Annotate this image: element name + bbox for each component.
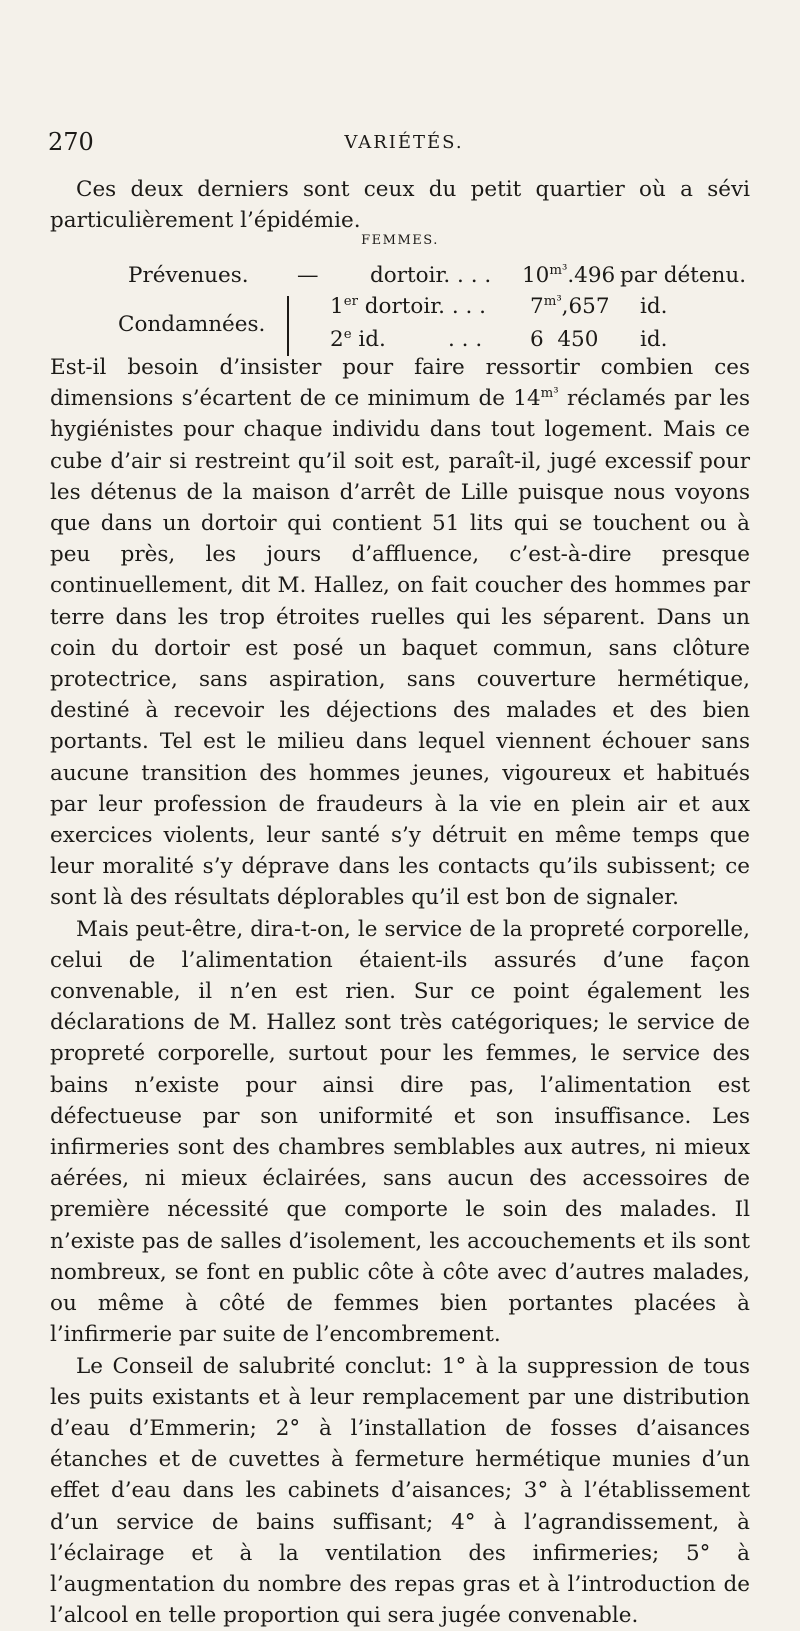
row3-room (330, 326, 386, 354)
paragraph-1 (50, 352, 750, 914)
intro-paragraph (50, 174, 750, 236)
page-number: 270 (48, 128, 94, 156)
page-header (48, 128, 760, 162)
main-text (50, 352, 750, 1631)
paragraph-2: Mais peut-être, dira-t-on, le service de la propreté corporelle, celui de l’alimentation étaient-ils assurés d’une façon convenable, il n’en est rien. Sur ce point également les déclarations de M. Hallez sont très catégoriques; le service de propreté corporelle, surtout pour les femmes, le service des bains n’existe pour ainsi dire pas, l’alimentation est défectueuse par son uniformité et son insuffisance. Les infirmeries sont des chambres semblables aux autres, ni mieux aérées, ni mieux éclairées, sans aucun des accessoires de première nécessité que comporte le soin des malades. Il n’existe pas de salles d’isolement, les accouchements et ils sont nombreux, se font en public côte à côte avec d’autres malades, ou même à côté de femmes bien portantes placées à l’infirmerie par suite de l’encombrement. (50, 914, 750, 1351)
row3-room-b: id. (352, 327, 386, 352)
intro-text: Ces deux derniers sont ceux du petit quartier où a sévi particulièrement l’épidémie. (50, 174, 750, 236)
row1-unit: m³ (549, 263, 567, 278)
row2-value-b: ,657 (562, 294, 610, 319)
row2-room-b: dortoir. . . . (358, 294, 486, 319)
row2-room-a: 1 (330, 294, 344, 319)
row1-dash: — (297, 262, 319, 290)
row2-room (330, 293, 486, 321)
paragraph-1-part2: réclamés par les hygiénistes pour chaque individu dans tout logement. Mais ce cube d’air si restreint qu’il soit est, paraît-il, jugé excessif pour les détenus de la maison d’arrêt de Lille puisque nous voyons que dans un dortoir qui contient 51 lits qui se touchent ou à peu près, les jours d’affluence, c’est-à-dire presque continuellement, dit M. Hallez, on fait coucher des hommes par terre dans les trop étroites ruelles qui les séparent. Dans un coin du dortoir est posé un baquet commun, sans clôture protectrice, sans aspiration, sans couverture hermétique, destiné à recevoir les déjections des malades et des bien portants. Tel est le milieu dans lequel viennent échouer sans aucune transition des hommes jeunes, vigoureux et habitués par leur profession de fraudeurs à la vie en plein air et aux exercices violents, leur santé s’y détruit en même temps que leur moralité s’y déprave dans les contacts qu’ils subissent; ce sont là des résultats déplorables qu’il est bon de signaler. (50, 386, 750, 910)
row3-value: 6 450 (530, 326, 598, 354)
row1-per: par détenu. (620, 262, 746, 290)
row1-value-b: .496 (567, 263, 615, 288)
row1-room: dortoir. . . . (370, 262, 491, 290)
row3-room-sup: e (344, 327, 352, 342)
row2-id: id. (640, 293, 667, 321)
row3-id: id. (640, 326, 667, 354)
row-group-brace (287, 296, 297, 356)
paragraph-3: Le Conseil de salubrité conclut: 1° à la suppression de tous les puits existants et à leur remplacement par une distribution d’eau d’Emmerin; 2° à l’installation de fosses d’aisances étanches et de cuvettes à fermeture hermétique munies d’un effet d’eau dans les cabinets d’aisances; 3° à l’établissement d’un service de bains suffisant; 4° à l’agrandissement, à l’éclairage et à la ventilation des infirmeries; 5° à l’augmentation du nombre des repas gras et à l’introduction de l’alcool en telle proportion qui sera jugée convenable. (50, 1351, 750, 1631)
paragraph-1-sup: m³ (541, 386, 559, 401)
running-title: VARIÉTÉS. (48, 132, 760, 153)
row1-value (522, 262, 615, 290)
table-title: FEMMES. (50, 233, 750, 248)
paragraph-1-part1: Est-il besoin d’insister pour faire ressortir combien ces dimensions s’écartent de ce minimum de 14 (50, 355, 750, 411)
row2-value-a: 7 (530, 294, 544, 319)
row1-value-a: 10 (522, 263, 549, 288)
row2-unit: m³ (544, 294, 562, 309)
row2-room-sup: er (344, 294, 358, 309)
row3-dots: . . . (448, 326, 482, 354)
row2-value (530, 293, 610, 321)
row1-label: Prévenues. (128, 262, 249, 290)
row3-room-a: 2 (330, 327, 344, 352)
row-group-label: Condamnées. (118, 311, 265, 339)
